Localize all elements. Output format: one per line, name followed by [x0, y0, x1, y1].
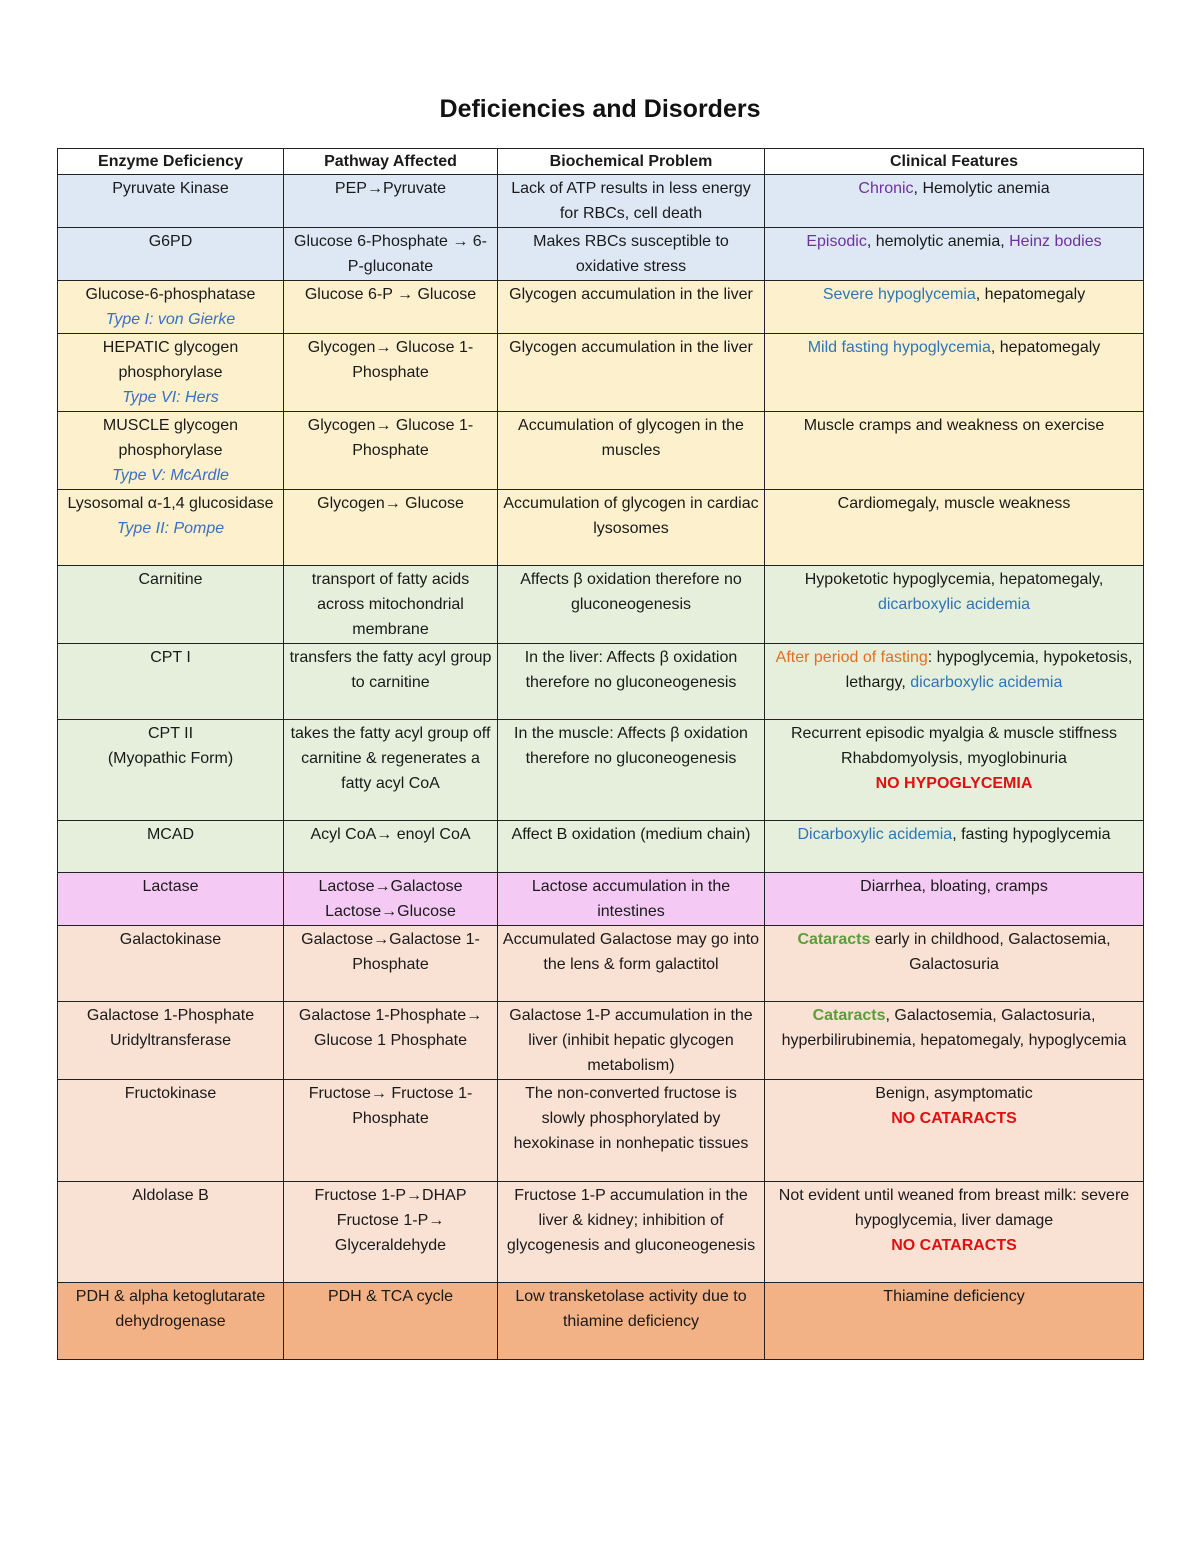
clinical-text: : hypoglycemia, hypoketosis, lethargy, [845, 649, 1133, 691]
enzyme-cell-text: MUSCLE glycogen phosphorylase [102, 417, 239, 459]
pathway-cell-text: Lactose→Galactose Lactose→Glucose [318, 878, 463, 920]
clinical-text: dicarboxylic acidemia [910, 674, 1063, 691]
problem-cell-text: Affects β oxidation therefore no gluconeogenesis [520, 571, 742, 613]
enzyme-cell [58, 821, 284, 873]
clinical-text: Chronic [858, 180, 914, 197]
clinical-cell [765, 821, 1144, 873]
table-row [58, 873, 1144, 926]
enzyme-cell [58, 720, 284, 821]
problem-cell [498, 1182, 765, 1283]
problem-cell-text: Galactose 1-P accumulation in the liver (inhibit hepatic glycogen metabolism) [509, 1007, 753, 1074]
pathway-cell [284, 490, 498, 566]
enzyme-cell-text: Glucose-6-phosphatase [85, 286, 256, 303]
clinical-cell [765, 412, 1144, 490]
clinical-text: Diarrhea, bloating, cramps [860, 878, 1048, 895]
enzyme-cell-text: CPT I [150, 649, 191, 666]
table-row [58, 821, 1144, 873]
enzyme-cell [58, 1080, 284, 1182]
enzyme-cell-text: Pyruvate Kinase [112, 180, 229, 197]
clinical-text: , Galactosemia, Galactosuria, hyperbilirubinemia, hepatomegaly, hypoglycemia [781, 1007, 1127, 1049]
pathway-cell [284, 175, 498, 228]
table-row [58, 412, 1144, 490]
pathway-cell-text: takes the fatty acyl group off carnitine & regenerates a fatty acyl CoA [290, 725, 491, 792]
problem-cell [498, 1283, 765, 1360]
table-row [58, 334, 1144, 412]
enzyme-cell [58, 412, 284, 490]
pathway-cell-text: Acyl CoA→ enoyl CoA [310, 826, 471, 843]
pathway-cell [284, 412, 498, 490]
table-row [58, 175, 1144, 228]
clinical-text: After period of fasting [775, 649, 928, 666]
enzyme-cell [58, 490, 284, 566]
table-row [58, 490, 1144, 566]
clinical-text: Thiamine deficiency [883, 1288, 1025, 1305]
problem-cell [498, 281, 765, 334]
enzyme-cell [58, 228, 284, 281]
enzyme-cell [58, 873, 284, 926]
clinical-text: dicarboxylic acidemia [877, 596, 1031, 613]
clinical-text: Not evident until weaned from breast milk: severe hypoglycemia, liver damage [778, 1187, 1130, 1229]
problem-cell [498, 821, 765, 873]
enzyme-subtype: (Myopathic Form) [107, 750, 234, 767]
clinical-text: Cataracts [797, 931, 871, 948]
header-clinical-features: Clinical Features [765, 149, 1144, 175]
clinical-text: Dicarboxylic acidemia [797, 826, 953, 843]
pathway-cell-text: Fructose→ Fructose 1-Phosphate [308, 1085, 473, 1127]
enzyme-cell [58, 1182, 284, 1283]
pathway-cell-text: Fructose 1-P→DHAP Fructose 1-P→ Glyceraldehyde [314, 1187, 467, 1254]
clinical-cell [765, 1080, 1144, 1182]
clinical-cell [765, 228, 1144, 281]
table-row [58, 644, 1144, 720]
pathway-cell [284, 644, 498, 720]
table-row [58, 1182, 1144, 1283]
table-row [58, 281, 1144, 334]
pathway-cell [284, 228, 498, 281]
header-row [58, 149, 1144, 175]
problem-cell-text: Glycogen accumulation in the liver [509, 286, 753, 303]
clinical-text: Episodic [806, 233, 867, 250]
page-title: Deficiencies and Disorders [439, 95, 761, 123]
clinical-cell [765, 720, 1144, 821]
clinical-text: , hepatomegaly [990, 339, 1101, 356]
enzyme-cell-text: Galactose 1-Phosphate Uridyltransferase [86, 1007, 255, 1049]
enzyme-cell-text: Fructokinase [124, 1085, 217, 1102]
problem-cell-text: Low transketolase activity due to thiamine deficiency [515, 1288, 747, 1330]
enzyme-cell-text: Carnitine [138, 571, 203, 588]
pathway-cell [284, 1182, 498, 1283]
table-row [58, 926, 1144, 1002]
clinical-text: Recurrent episodic myalgia & muscle stiffness Rhabdomyolysis, myoglobinuria [790, 725, 1118, 767]
table-row [58, 1002, 1144, 1080]
pathway-cell [284, 821, 498, 873]
pathway-cell-text: transfers the fatty acyl group to carnitine [289, 649, 492, 691]
deficiencies-table [57, 148, 1144, 1360]
problem-cell-text: Lack of ATP results in less energy for RBCs, cell death [511, 180, 751, 222]
problem-cell-text: Fructose 1-P accumulation in the liver & kidney; inhibition of glycogenesis and gluconeogenesis [506, 1187, 756, 1254]
enzyme-cell [58, 644, 284, 720]
clinical-text: , hepatomegaly [975, 286, 1086, 303]
clinical-cell [765, 334, 1144, 412]
problem-cell [498, 644, 765, 720]
pathway-cell-text: Glucose 6-P → Glucose [304, 286, 477, 303]
clinical-text: , Hemolytic anemia [913, 180, 1050, 197]
clinical-text: Cardiomegaly, muscle weakness [837, 495, 1071, 512]
clinical-cell [765, 644, 1144, 720]
clinical-text: Muscle cramps and weakness on exercise [803, 417, 1105, 434]
pathway-cell [284, 720, 498, 821]
problem-cell [498, 412, 765, 490]
clinical-cell [765, 926, 1144, 1002]
problem-cell-text: Glycogen accumulation in the liver [509, 339, 753, 356]
pathway-cell-text: Glycogen→ Glucose 1-Phosphate [307, 417, 474, 459]
pathway-cell [284, 1283, 498, 1360]
enzyme-cell-text: Lysosomal α-1,4 glucosidase [67, 495, 274, 512]
table-row [58, 1283, 1144, 1360]
problem-cell-text: Affect B oxidation (medium chain) [511, 826, 751, 843]
pathway-cell [284, 926, 498, 1002]
problem-cell-text: Accumulation of glycogen in cardiac lysosomes [503, 495, 759, 537]
enzyme-cell [58, 566, 284, 644]
pathway-cell-text: Galactose 1-Phosphate→ Glucose 1 Phosphate [298, 1007, 483, 1049]
problem-cell-text: Lactose accumulation in the intestines [531, 878, 731, 920]
clinical-text: Hypoketotic hypoglycemia, hepatomegaly, [804, 571, 1104, 588]
problem-cell [498, 175, 765, 228]
clinical-cell [765, 1283, 1144, 1360]
problem-cell-text: In the liver: Affects β oxidation therefore no gluconeogenesis [524, 649, 738, 691]
table-row [58, 1080, 1144, 1182]
pathway-cell-text: Glycogen→ Glucose 1-Phosphate [307, 339, 474, 381]
clinical-text: , fasting hypoglycemia [952, 826, 1111, 843]
problem-cell [498, 228, 765, 281]
warning-label: NO HYPOGLYCEMIA [875, 775, 1033, 792]
problem-cell-text: In the muscle: Affects β oxidation therefore no gluconeogenesis [514, 725, 748, 767]
clinical-text: , hemolytic anemia, [866, 233, 1010, 250]
warning-label: NO CATARACTS [891, 1237, 1017, 1254]
clinical-cell [765, 566, 1144, 644]
problem-cell [498, 873, 765, 926]
pathway-cell-text: transport of fatty acids across mitochondrial membrane [311, 571, 470, 638]
enzyme-cell-text: HEPATIC glycogen phosphorylase [102, 339, 239, 381]
enzyme-cell-text: PDH & alpha ketoglutarate dehydrogenase [75, 1288, 266, 1330]
table-row [58, 228, 1144, 281]
clinical-cell [765, 873, 1144, 926]
warning-label: NO CATARACTS [891, 1110, 1017, 1127]
pathway-cell-text: Glucose 6-Phosphate → 6-P-gluconate [294, 233, 487, 275]
enzyme-cell-text: MCAD [146, 826, 195, 843]
enzyme-cell-text: G6PD [148, 233, 193, 250]
pathway-cell-text: Glycogen→ Glucose [317, 495, 464, 512]
problem-cell-text: Makes RBCs susceptible to oxidative stress [533, 233, 729, 275]
table-row [58, 566, 1144, 644]
problem-cell [498, 926, 765, 1002]
clinical-cell [765, 175, 1144, 228]
problem-cell [498, 334, 765, 412]
clinical-text: Severe hypoglycemia [822, 286, 976, 303]
enzyme-subtype: Type I: von Gierke [105, 311, 236, 328]
enzyme-subtype: Type II: Pompe [116, 520, 225, 537]
problem-cell [498, 1002, 765, 1080]
clinical-text: Benign, asymptomatic [875, 1085, 1033, 1102]
pathway-cell [284, 873, 498, 926]
problem-cell [498, 720, 765, 821]
clinical-text: Cataracts [812, 1007, 886, 1024]
header-pathway-affected: Pathway Affected [284, 149, 498, 175]
enzyme-cell [58, 281, 284, 334]
enzyme-cell-text: Lactase [142, 878, 199, 895]
pathway-cell-text: Galactose→Galactose 1-Phosphate [301, 931, 480, 973]
header-biochemical-problem: Biochemical Problem [498, 149, 765, 175]
problem-cell [498, 566, 765, 644]
pathway-cell [284, 1002, 498, 1080]
enzyme-cell [58, 334, 284, 412]
problem-cell-text: Accumulation of glycogen in the muscles [518, 417, 744, 459]
enzyme-cell-text: Galactokinase [119, 931, 222, 948]
problem-cell-text: The non-converted fructose is slowly phosphorylated by hexokinase in nonhepatic tissues [513, 1085, 749, 1152]
problem-cell [498, 1080, 765, 1182]
enzyme-cell-text: CPT II [147, 725, 194, 742]
pathway-cell [284, 334, 498, 412]
enzyme-cell [58, 1283, 284, 1360]
enzyme-cell [58, 926, 284, 1002]
pathway-cell-text: PEP→Pyruvate [334, 180, 447, 197]
clinical-text: early in childhood, Galactosemia, Galactosuria [870, 931, 1111, 973]
problem-cell [498, 490, 765, 566]
pathway-cell-text: PDH & TCA cycle [327, 1288, 454, 1305]
clinical-cell [765, 490, 1144, 566]
header-enzyme-deficiency: Enzyme Deficiency [58, 149, 284, 175]
enzyme-subtype: Type VI: Hers [122, 389, 219, 406]
clinical-cell [765, 1002, 1144, 1080]
enzyme-cell-text: Aldolase B [132, 1187, 209, 1204]
clinical-text: Mild fasting hypoglycemia [807, 339, 991, 356]
problem-cell-text: Accumulated Galactose may go into the lens & form galactitol [502, 931, 760, 973]
clinical-text: Heinz bodies [1009, 233, 1102, 250]
clinical-cell [765, 1182, 1144, 1283]
enzyme-cell [58, 175, 284, 228]
clinical-cell [765, 281, 1144, 334]
table-row [58, 720, 1144, 821]
pathway-cell [284, 566, 498, 644]
enzyme-cell [58, 1002, 284, 1080]
enzyme-subtype: Type V: McArdle [112, 467, 229, 484]
pathway-cell [284, 1080, 498, 1182]
pathway-cell [284, 281, 498, 334]
